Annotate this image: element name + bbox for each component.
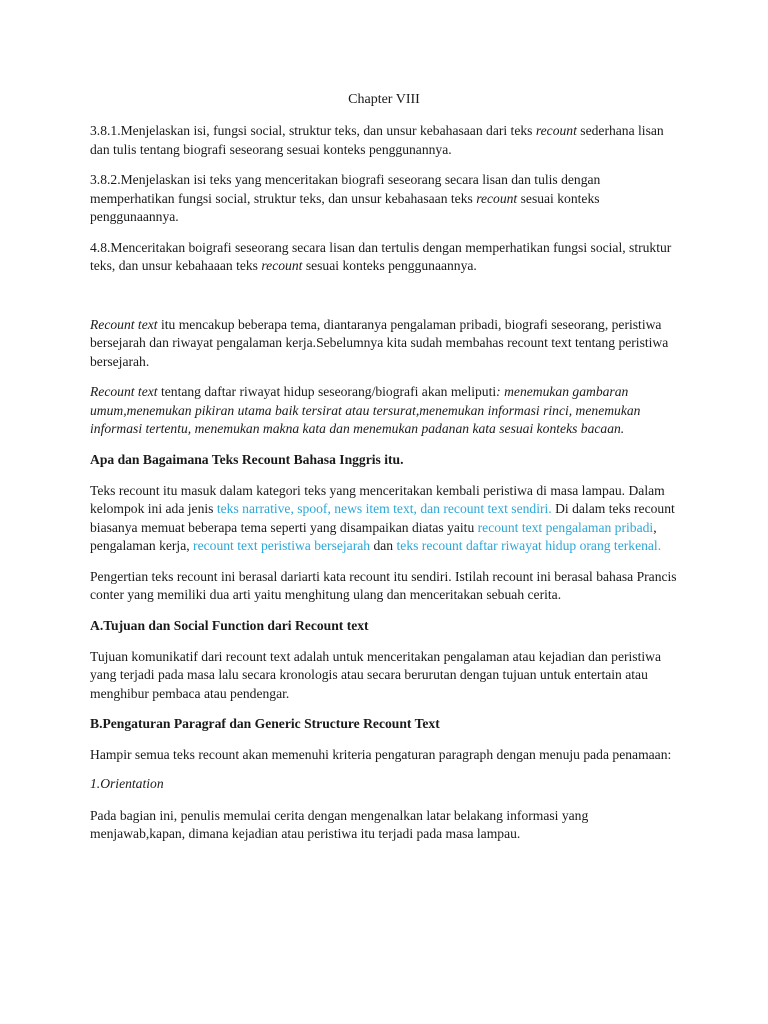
italic-term: recount: [261, 258, 303, 273]
paragraph-3-8-2: [90, 171, 678, 227]
italic-term: Recount text: [90, 384, 158, 399]
italic-term: recount: [535, 123, 577, 138]
text-span: dan: [370, 538, 397, 553]
subheading-orientation: 1.Orientation: [90, 775, 164, 791]
paragraph-kategori: [90, 482, 678, 556]
text-span: Teks recount itu masuk dalam kategori teks yang menceritakan kembali peristiwa di masa lampau. Dalam kelompok ini ada jenis: [90, 482, 665, 516]
text-span: itu mencakup beberapa tema, diantaranya pengalaman pribadi, biografi seseorang, peristiwa bersejarah dan riwayat pengalaman kerja.Sebelumnya kita sudah membahas recount text tentang peristiwa bersejarah.: [90, 316, 669, 369]
heading-pengaturan-paragraf: B.Pengaturan Paragraf dan Generic Structure Recount Text: [90, 716, 440, 731]
text-span: 4.8.Menceritakan boigrafi seseorang secara lisan dan tertulis dengan memperhatikan fungsi social, struktur teks, dan unsur kebahaaan teks: [90, 239, 672, 273]
paragraph-orientation: Pada bagian ini, penulis memulai cerita dengan mengenalkan latar belakang informasi yang menjawab,kapan, dimana kejadian atau peristiwa itu terjadi pada masa lampau.: [90, 807, 589, 841]
paragraph-pengertian: Pengertian teks recount ini berasal dariarti kata recount itu sendiri. Istilah recount ini berasal bahasa Prancis conter yang memiliki dua arti yaitu menghitung ulang dan menceritakan sebuah cerita.: [90, 568, 677, 602]
text-span: 3.8.2.Menjelaskan isi teks yang menceritakan biografi seseorang secara lisan dan tulis dengan memperhatikan fungsi social, struktur teks, dan unsur kebahasaan teks: [90, 172, 601, 206]
text-span: Di dalam teks recount biasanya memuat beberapa tema seperti yang disampaikan diatas yaitu: [90, 501, 675, 535]
heading-tujuan: A.Tujuan dan Social Function dari Recount text: [90, 617, 369, 633]
italic-term: Recount text: [90, 316, 158, 332]
chapter-title: Chapter VIII: [348, 92, 420, 107]
paragraph-recount-themes: [90, 316, 678, 372]
text-span: sesuai konteks penggunaannya.: [302, 258, 477, 273]
italic-term: recount: [476, 190, 518, 206]
paragraph-tujuan: Tujuan komunikatif dari recount text adalah untuk menceritakan pengalaman atau kejadian dan peristiwa yang terjadi pada masa lalu secara kronologis atau secara berurutan dengan tujuan untuk entertain atau menghibur pembaca atau pendengar.: [90, 648, 661, 701]
paragraph-recount-biography: [90, 383, 678, 439]
text-span: sesuai konteks penggunaannya.: [90, 190, 600, 224]
link-recount-riwayat-hidup[interactable]: teks recount daftar riwayat hidup orang terkenal.: [396, 538, 662, 553]
heading-apa-dan-bagaimana: Apa dan Bagaimana Teks Recount Bahasa Inggris itu.: [90, 451, 404, 467]
text-span: , pengalaman kerja,: [90, 519, 657, 553]
paragraph-4-8: [90, 239, 678, 276]
spacer: [90, 288, 678, 316]
italic-text: : menemukan gambaran umum,menemukan pikiran utama baik tersirat atau tersurat,menemukan informasi rinci, menemukan informasi tertentu, menemukan makna kata dan menemukan padanan kata sesuai konteks bacaan.: [90, 384, 641, 436]
text-span: sederhana lisan dan tulis tentang biografi seseorang sesuai konteks penggunannya.: [90, 123, 664, 157]
paragraph-3-8-1: [90, 122, 678, 159]
link-recount-peristiwa-bersejarah[interactable]: recount text peristiwa bersejarah: [193, 538, 371, 553]
link-recount-pengalaman-pribadi[interactable]: recount text pengalaman pribadi: [477, 519, 654, 535]
link-teks-narrative[interactable]: teks narrative, spoof, news item text, dan recount text sendiri.: [216, 501, 552, 516]
paragraph-kriteria: Hampir semua teks recount akan memenuhi kriteria pengaturan paragraph dengan menuju pada penamaan:: [90, 747, 672, 762]
text-span: tentang daftar riwayat hidup seseorang/biografi akan meliputi: [157, 384, 497, 399]
text-span: 3.8.1.Menjelaskan isi, fungsi social, struktur teks, dan unsur kebahasaan dari teks: [90, 123, 536, 138]
